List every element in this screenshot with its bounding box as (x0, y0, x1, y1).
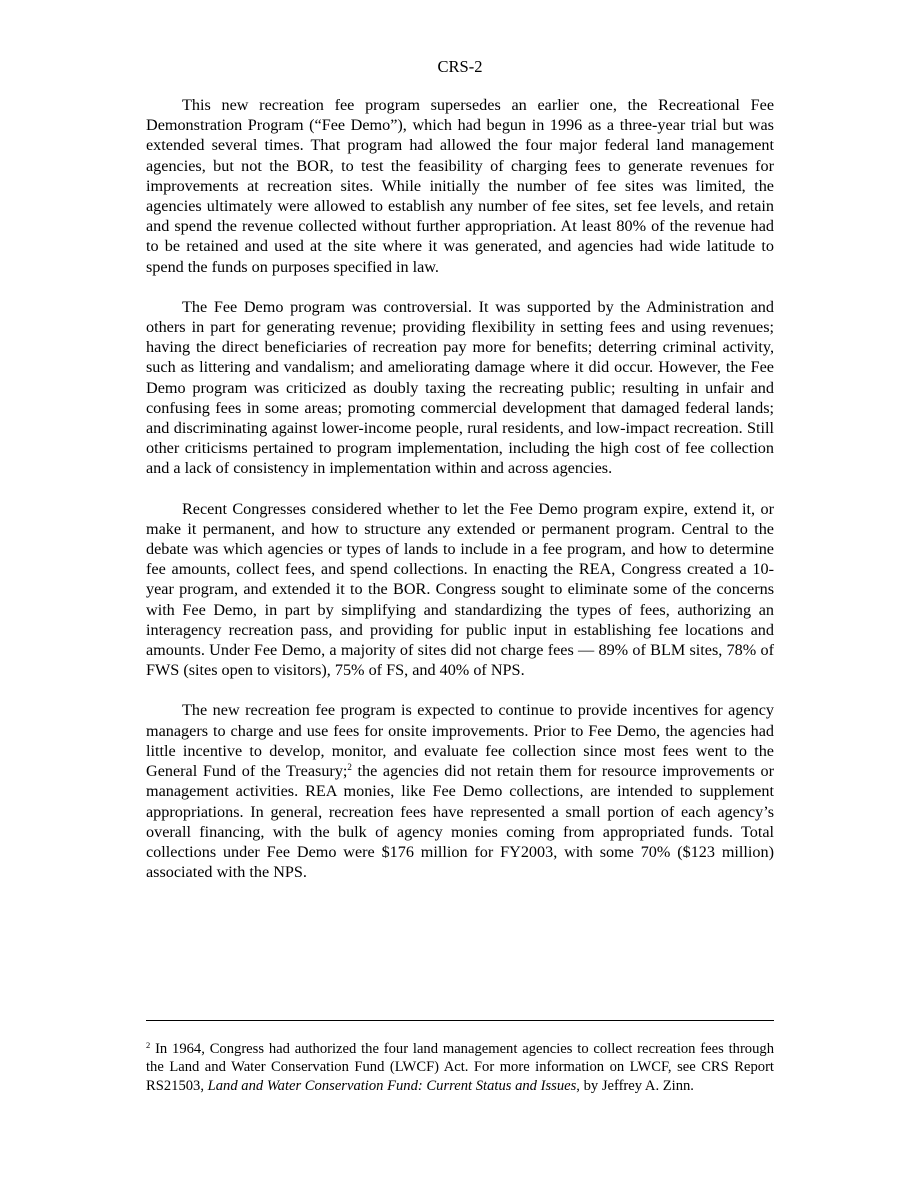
footnote-text-end: , by Jeffrey A. Zinn. (576, 1077, 694, 1094)
paragraph-text-part: The new recreation fee program is expected to continue to provide incentives for agency managers to charge and use fees for onsite improvements. Prior to Fee Demo, the agencies had little incentive to develop, monitor, and evaluate fee collection since most fees went to the General Fund of the Treasury; (146, 701, 774, 781)
body-text (146, 95, 774, 902)
footnote (146, 1040, 774, 1095)
footnote-reference[interactable]: 2 (347, 762, 352, 773)
footnote-report-title: Land and Water Conservation Fund: Current Status and Issues (207, 1077, 577, 1094)
footnote-divider (146, 1020, 774, 1021)
paragraph-fee-demo-history: This new recreation fee program supersedes an earlier one, the Recreational Fee Demonstration Program (“Fee Demo”), which had begun in 1996 as a three-year trial but was extended several times. That program had allowed the four major federal land management agencies, but not the BOR, to test the feasibility of charging fees to generate revenues for improvements at recreation sites. While initially the number of fee sites was limited, the agencies ultimately were allowed to establish any number of fee sites, set fee levels, and retain and spend the revenue collected without further appropriation. At least 80% of the revenue had to be retained and used at the site where it was generated, and agencies had wide latitude to spend the funds on purposes specified in law. (146, 96, 774, 276)
paragraph-congress-debate: Recent Congresses considered whether to let the Fee Demo program expire, extend it, or make it permanent, and how to structure any extended or permanent program. Central to the debate was which agencies or types of lands to include in a fee program, and how to determine fee amounts, collect fees, and spend collections. In enacting the REA, Congress created a 10-year program, and extended it to the BOR. Congress sought to eliminate some of the concerns with Fee Demo, in part by simplifying and standardizing the types of fees, authorizing an interagency recreation pass, and providing for public input in establishing fee locations and amounts. Under Fee Demo, a majority of sites did not charge fees — 89% of BLM sites, 78% of FWS (sites open to visitors), 75% of FS, and 40% of NPS. (146, 499, 774, 680)
paragraph-fee-incentives (146, 700, 774, 882)
paragraph-fee-demo-controversy: The Fee Demo program was controversial. It was supported by the Administration and others in part for generating revenue; providing flexibility in setting fees and using revenues; having the direct beneficiaries of recreation pay more for benefits; deterring criminal activity, such as littering and vandalism; and ameliorating damage where it did occur. However, the Fee Demo program was criticized as doubly taxing the recreating public; resulting in unfair and confusing fees in some areas; promoting commercial development that damaged federal lands; and discriminating against lower-income people, rural residents, and low-impact recreation. Still other criticisms pertained to program implementation, including the high cost of fee collection and a lack of consistency in implementation within and across agencies. (146, 297, 774, 478)
paragraph-text-part: the agencies did not retain them for resource improvements or management activities. REA monies, like Fee Demo collections, are intended to supplement appropriations. In general, recreation fees have represented a small portion of each agency’s overall financing, with the bulk of agency monies coming from appropriated funds. Total collections under Fee Demo were $176 million for FY2003, with some 70% ($123 million) associated with the NPS. (146, 762, 774, 882)
footnote-text: In 1964, Congress had authorized the four land management agencies to collect recreation fees through the Land and Water Conservation Fund (LWCF) Act. For more information on LWCF, see CRS Report RS21503, (146, 1041, 774, 1094)
page-number-header: CRS-2 (437, 57, 483, 76)
footnote-marker: 2 (146, 1040, 151, 1050)
